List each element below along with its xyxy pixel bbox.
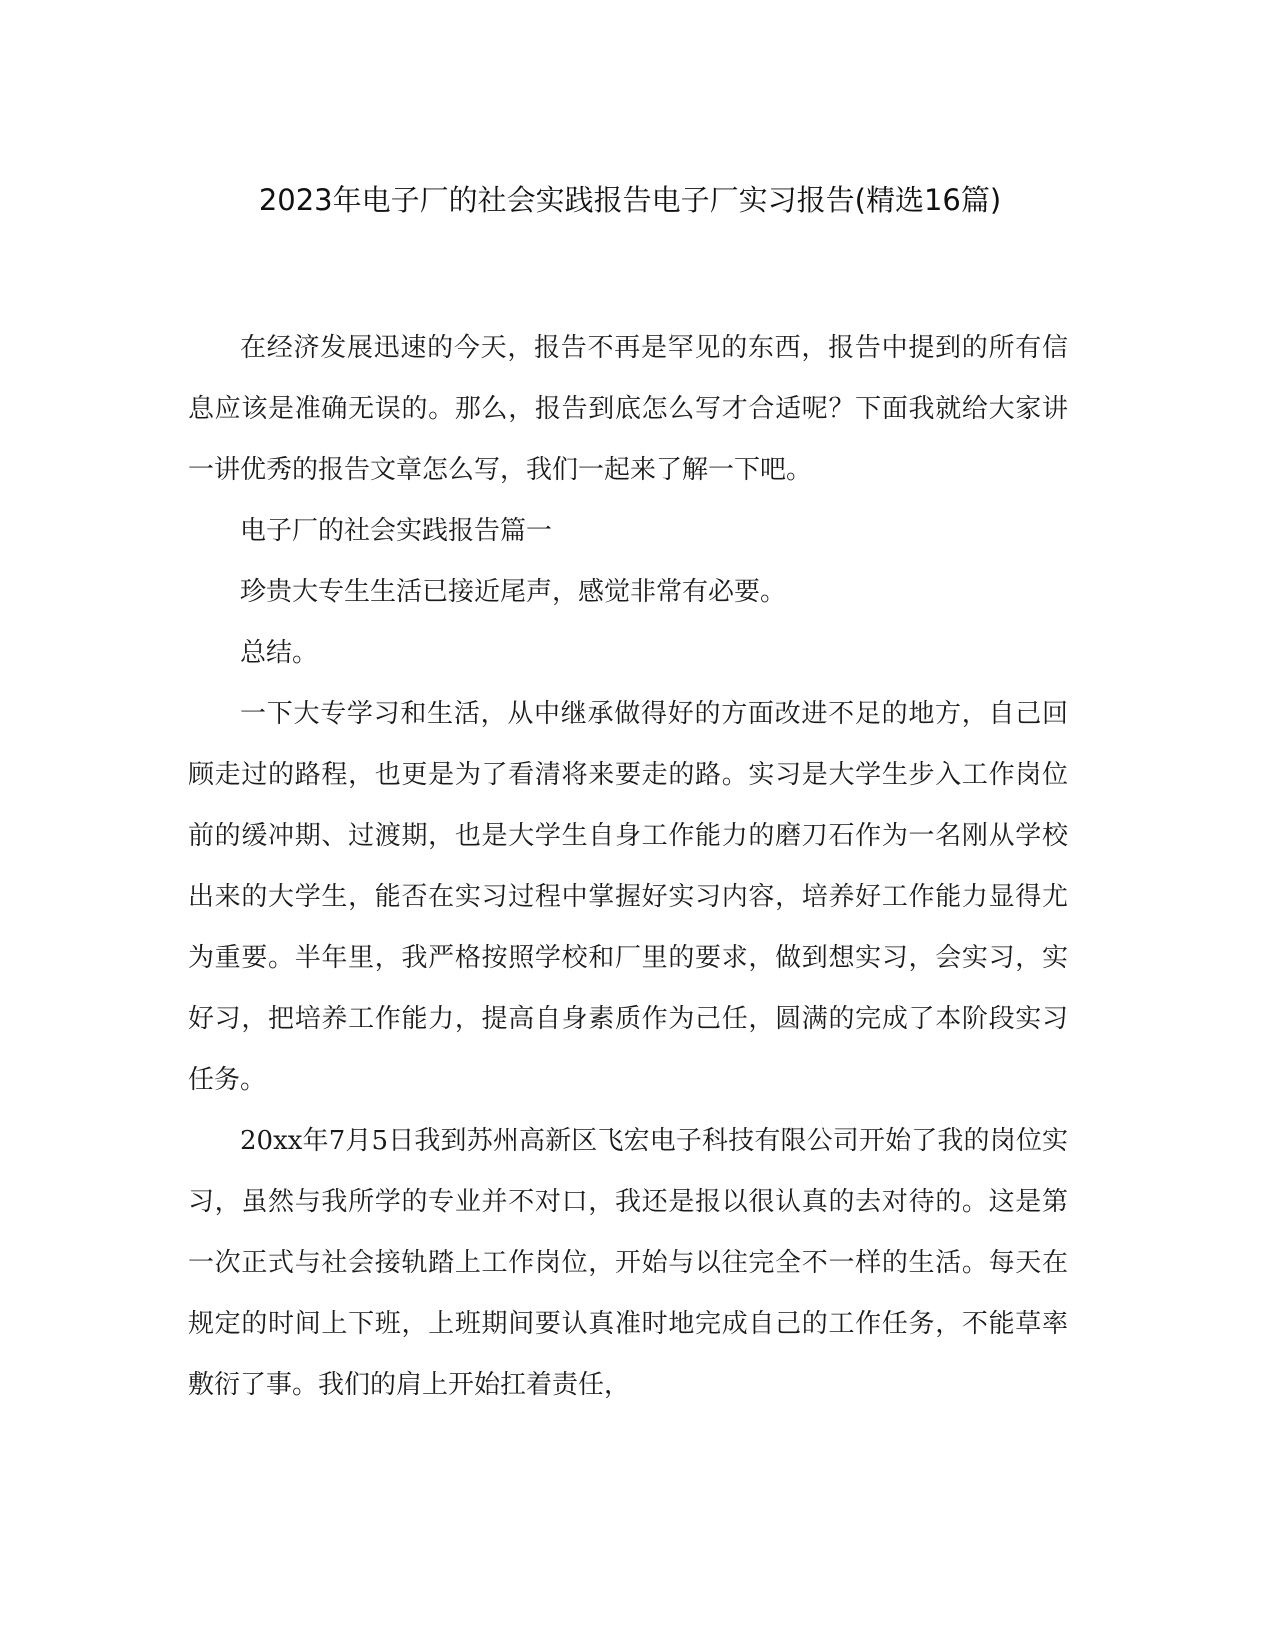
body-paragraph: 20xx年7月5日我到苏州高新区飞宏电子科技有限公司开始了我的岗位实习，虽然与我所学的专业并不对口，我还是报以很认真的去对待的。这是第一次正式与社会接轨踏上工作岗位，开始与以往完全不一样的生活。每天在规定的时间上下班，上班期间要认真准时地完成自己的工作任务，不能草率敷衍了事。我们的肩上开始扛着责任，	[188, 1126, 1068, 1400]
body-paragraph: 一下大专学习和生活，从中继承做得好的方面改进不足的地方，自己回顾走过的路程，也更是为了看清将来要走的路。实习是大学生步入工作岗位前的缓冲期、过渡期，也是大学生自身工作能力的磨刀石作为一名刚从学校出来的大学生，能否在实习过程中掌握好实习内容，培养好工作能力显得尤为重要。半年里，我严格按照学校和厂里的要求，做到想实习，会实习，实好习，把培养工作能力，提高自身素质作为己任，圆满的完成了本阶段实习任务。	[188, 699, 1068, 1095]
paragraph-line: 珍贵大专生生活已接近尾声，感觉非常有必要。	[240, 577, 787, 607]
intro-paragraph: 在经济发展迅速的今天，报告不再是罕见的东西，报告中提到的所有信息应该是准确无误的。那么，报告到底怎么写才合适呢？下面我就给大家讲一讲优秀的报告文章怎么写，我们一起来了解一下吧。	[188, 333, 1068, 485]
document-body	[188, 318, 1068, 1416]
paragraph-line: 总结。	[240, 638, 319, 668]
document-title: 2023年电子厂的社会实践报告电子厂实习报告(精选16篇)	[258, 183, 1002, 217]
section-heading: 电子厂的社会实践报告篇一	[240, 516, 553, 546]
